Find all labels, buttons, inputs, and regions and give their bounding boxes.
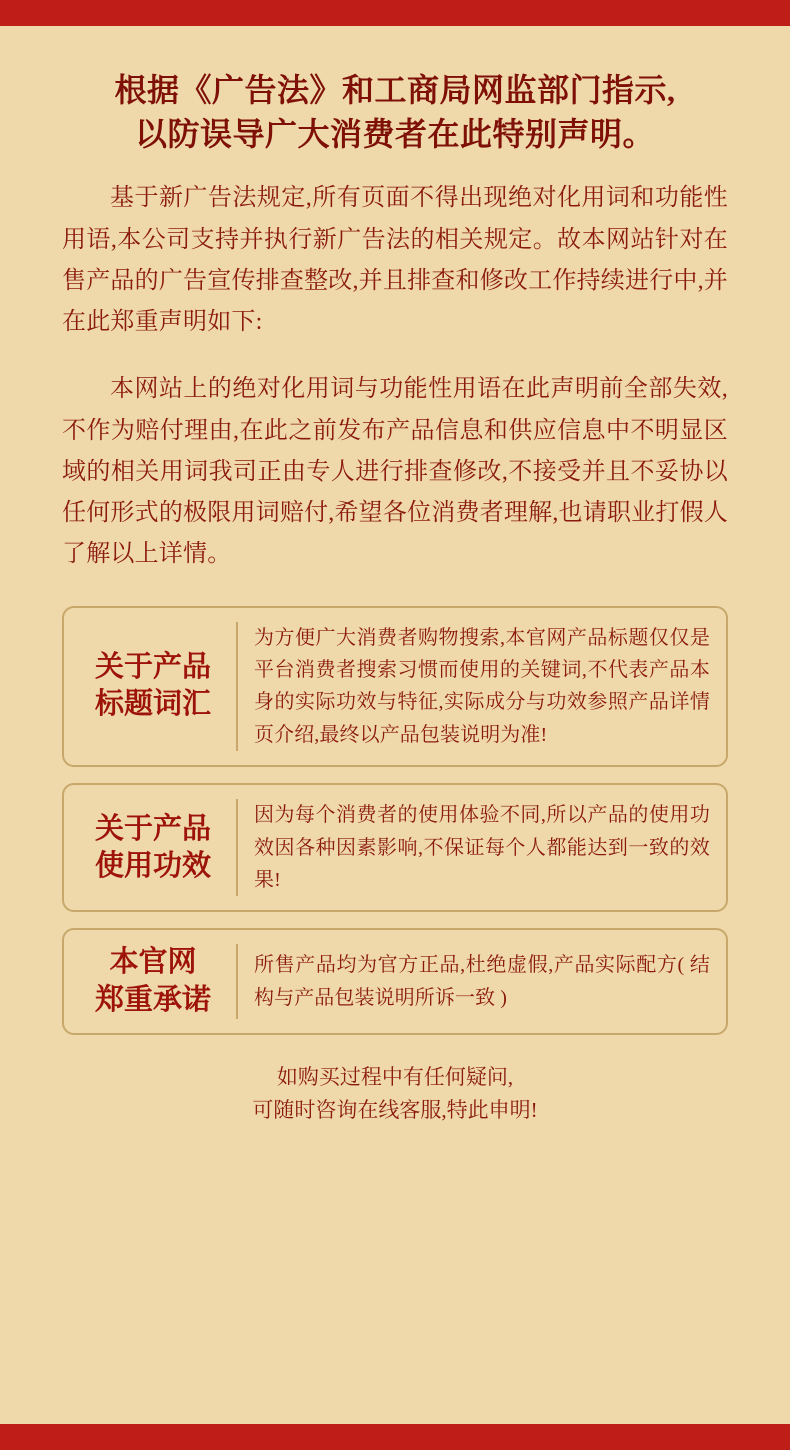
page-title [62, 68, 728, 156]
card-title [80, 944, 238, 1018]
footer-note-line-2: 可随时咨询在线客服,特此申明! [252, 1098, 538, 1123]
card-title-line-1: 关于产品 [94, 812, 211, 845]
card-title-line-1: 关于产品 [94, 651, 211, 684]
bottom-accent-bar [0, 1424, 790, 1450]
card-title [80, 622, 238, 752]
statement-card-product-title [62, 606, 728, 768]
card-body: 因为每个消费者的使用体验不同,所以产品的使用功效因各种因素影响,不保证每个人都能达到一致的效果! [254, 804, 710, 892]
statement-paragraph-2: 本网站上的绝对化用词与功能性用语在此声明前全部失效,不作为赔付理由,在此之前发布产品信息和供应信息中不明显区域的相关用词我司正由专人进行排查修改,不接受并且不妥协以任何形式的极限用词赔付,希望各位消费者理解,也请职业打假人了解以上详情。 [62, 376, 728, 568]
card-title-line-2: 标题词汇 [94, 688, 211, 721]
page-title-line-2: 以防误导广大消费者在此特别声明。 [134, 116, 655, 153]
statement-card-list [62, 606, 728, 1035]
statement-card-official-promise [62, 928, 728, 1034]
statement-paragraph-1: 基于新广告法规定,所有页面不得出现绝对化用词和功能性用语,本公司支持并执行新广告法的相关规定。故本网站针对在售产品的广告宣传排查整改,并且排查和修改工作持续进行中,并在此郑重声明如下: [62, 185, 728, 336]
top-accent-bar [0, 0, 790, 26]
card-title-line-2: 郑重承诺 [94, 983, 211, 1016]
card-title-line-2: 使用功效 [94, 849, 211, 882]
footer-note-line-1: 如购买过程中有任何疑问, [276, 1064, 514, 1089]
card-title [80, 799, 238, 896]
statement-content [0, 26, 790, 1424]
card-body: 所售产品均为官方正品,杜绝虚假,产品实际配方( 结构与产品包装说明所诉一致 ) [254, 954, 710, 1009]
card-body: 为方便广大消费者购物搜索,本官网产品标题仅仅是平台消费者搜索习惯而使用的关键词,不代表产品本身的实际功效与特征,实际成分与功效参照产品详情页介绍,最终以产品包装说明为准! [254, 626, 710, 746]
card-title-line-1: 本官网 [109, 946, 197, 979]
footer-note [62, 1061, 728, 1128]
statement-card-product-efficacy [62, 783, 728, 912]
page-title-line-1: 根据《广告法》和工商局网监部门指示, [114, 72, 676, 108]
